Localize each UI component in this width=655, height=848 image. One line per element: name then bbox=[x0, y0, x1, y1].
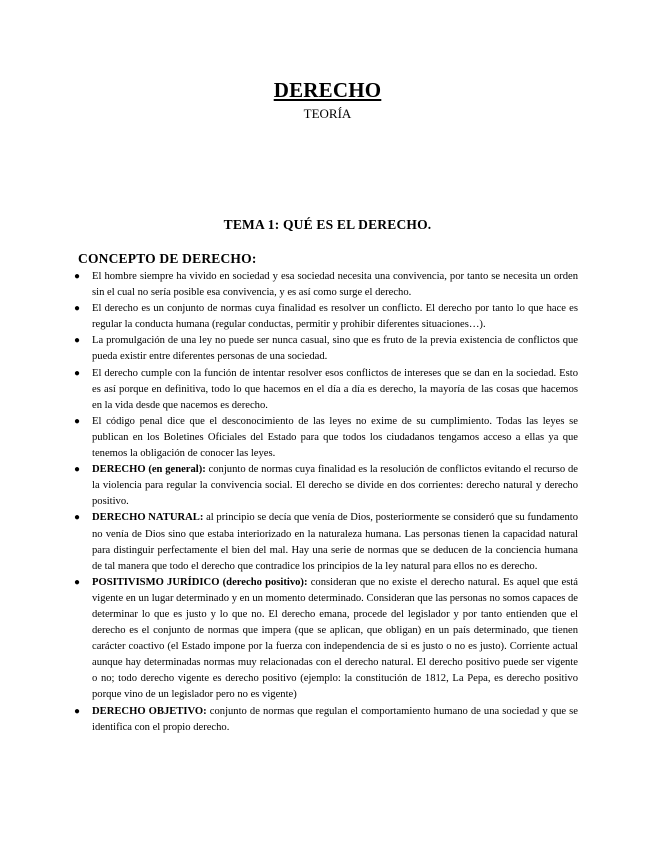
list-item-lead: DERECHO (en general): bbox=[92, 464, 206, 476]
bullet-icon: ● bbox=[74, 705, 81, 717]
bullet-icon: ● bbox=[74, 415, 81, 427]
list-item bbox=[76, 333, 578, 365]
section-heading: CONCEPTO DE DERECHO: bbox=[78, 251, 257, 266]
list-item bbox=[76, 704, 578, 736]
list-item bbox=[76, 301, 578, 333]
list-item bbox=[76, 366, 578, 414]
list-item bbox=[76, 414, 578, 462]
list-item-lead: DERECHO OBJETIVO: bbox=[92, 705, 207, 717]
bullet-icon: ● bbox=[74, 512, 81, 524]
list-item-lead: POSITIVISMO JURÍDICO (derecho positivo): bbox=[92, 576, 308, 588]
list-item bbox=[76, 462, 578, 510]
list-item-text: El código penal dice que el desconocimiento de las leyes no exime de su cumplimiento. Todas las leyes se publican en los Boletines Oficiales del Estado para que todos los ciudadanos tengamos acceso a ellas ya que tenemos la obligación de conocer las leyes. bbox=[92, 415, 578, 460]
document-subtitle: TEORÍA bbox=[303, 106, 352, 121]
list-item-text: conjunto de normas cuya finalidad es la resolución de conflictos evitando el recurso de la violencia para regular la convivencia social. El derecho se divide en dos corrientes: derecho natural y derecho positivo. bbox=[92, 464, 578, 508]
list-item-text: conjunto de normas que regulan el comportamiento humano de una sociedad y que se identifica con el propio derecho. bbox=[92, 705, 578, 733]
list-item bbox=[76, 510, 578, 574]
list-item-lead: DERECHO NATURAL: bbox=[92, 512, 204, 524]
list-item-text: consideran que no existe el derecho natural. Es aquel que está vigente en un lugar determinado y en un momento determinado. Consideran que las personas no somos capaces de determinar lo que es justo y lo que no. El derecho emana, procede del legislador y por tanto entienden que el derecho es el conjunto de normas que impera (que se aplican, que obligan) en un país determinado, que tienen carácter coactivo (el Estado impone por la fuerza con independencia de si es justo o no es justo). Corriente actual aunque hay determinadas normas muy relacionadas con el derecho natural. El derecho positivo puede ser vigente o no; todo derecho vigente es derecho positivo (ejemplo: la constitución de 1812, La Pepa, es derecho positivo porque vino de un legislador pero no es vigente) bbox=[92, 576, 578, 701]
document-title: DERECHO bbox=[273, 78, 382, 102]
list-item bbox=[76, 575, 578, 704]
bullet-icon: ● bbox=[74, 335, 81, 347]
tema-heading: TEMA 1: QUÉ ES EL DERECHO. bbox=[223, 217, 432, 232]
list-item-text: El derecho es un conjunto de normas cuya finalidad es resolver un conflicto. El derecho por tanto lo que hace es regular la conducta humana (regular conductas, permitir y prohibir diferentes situaciones…). bbox=[92, 303, 578, 331]
bullet-list bbox=[76, 269, 578, 736]
list-item-text: al principio se decía que venía de Dios, posteriormente se consideró que su fundamento no venía de Dios sino que estaba interiorizado en la naturaleza humana. Las personas tienen la capacidad natural para distinguir perfectamente el bien del mal. Hay una serie de normas que se deducen de la conciencia humana de tal manera que todo el derecho que contradice los principios de la ley natural para ellos no es derecho. bbox=[92, 512, 578, 572]
bullet-icon: ● bbox=[74, 367, 81, 379]
list-item-text: El hombre siempre ha vivido en sociedad y esa sociedad necesita una convivencia, por tanto se necesita un orden sin el cual no sería posible esa convivencia, y es así como surge el derecho. bbox=[92, 271, 578, 299]
bullet-icon: ● bbox=[74, 576, 81, 588]
bullet-icon: ● bbox=[74, 303, 81, 315]
list-item bbox=[76, 269, 578, 301]
bullet-icon: ● bbox=[74, 464, 81, 476]
bullet-icon: ● bbox=[74, 271, 81, 282]
list-item-text: La promulgación de una ley no puede ser nunca casual, sino que es fruto de la previa existencia de conflictos que pueda existir entre diferentes personas de una sociedad. bbox=[92, 335, 578, 363]
list-item-text: El derecho cumple con la función de intentar resolver esos conflictos de intereses que se dan en la sociedad. Esto es así porque en definitiva, todo lo que hacemos en el día a día es derecho, la mayoría de las cosas que hacemos en la vida desde que nacemos es derecho. bbox=[92, 367, 578, 411]
